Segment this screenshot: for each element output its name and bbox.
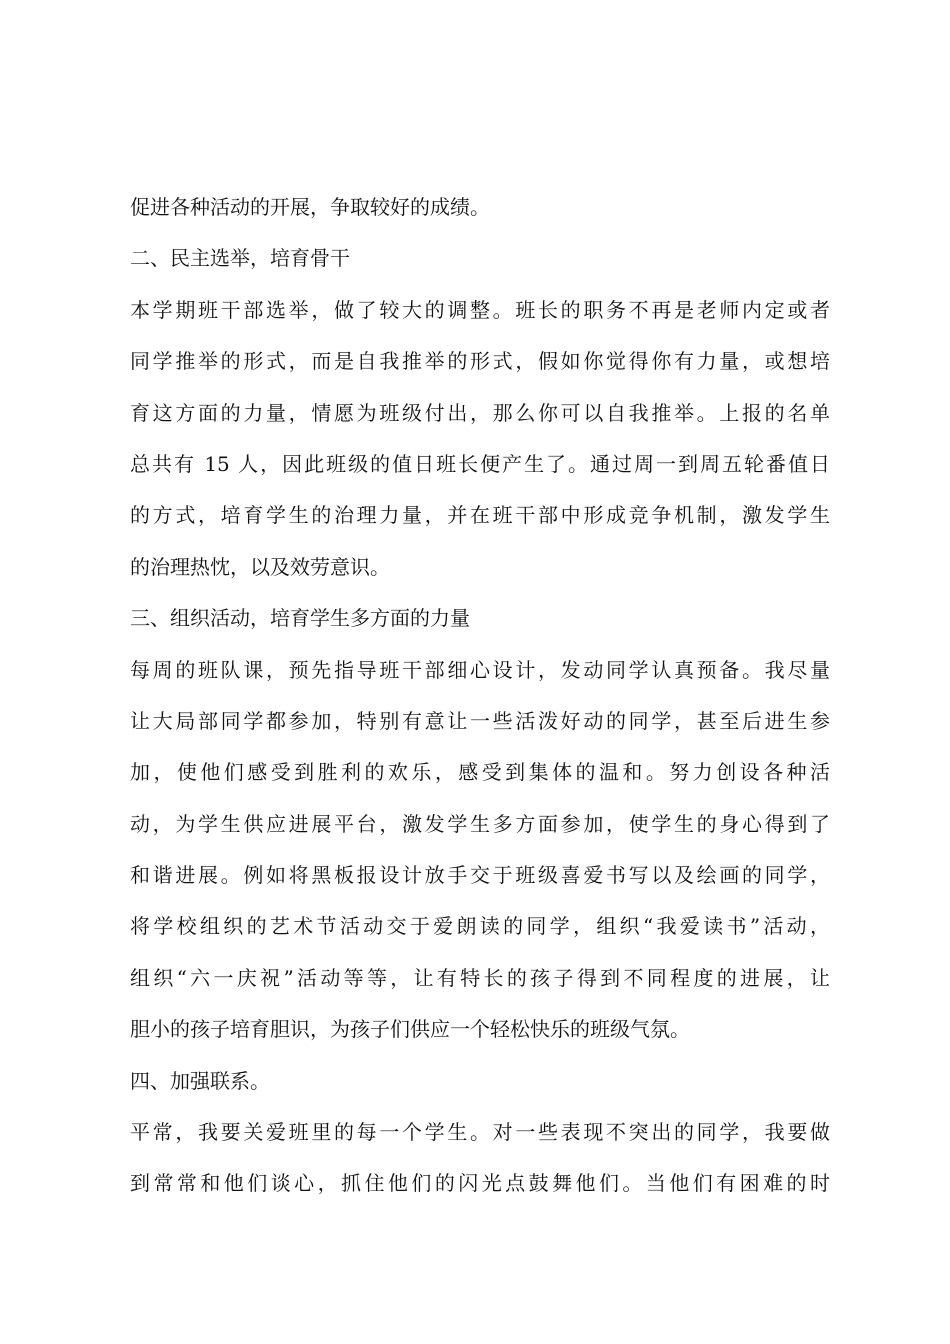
text-line-7: 的方式，培育学生的治理力量，并在班干部中形成竞争机制，激发学生: [130, 503, 830, 528]
text-line-3: 本学期班干部选举，做了较大的调整。班长的职务不再是老师内定或者: [130, 297, 830, 322]
section-heading-4: 四、加强联系。: [130, 1068, 270, 1093]
section-heading-3: 三、组织活动，培育学生多方面的力量: [130, 606, 470, 631]
text-line-12: 加，使他们感受到胜利的欢乐，感受到集体的温和。努力创设各种活: [130, 760, 830, 785]
text-line-1: 促进各种活动的开展，争取较好的成绩。: [130, 195, 490, 219]
text-line-6: 总共有 15 人，因此班级的值日班长便产生了。通过周一到周五轮番值日: [130, 451, 830, 476]
text-line-11: 让大局部同学都参加，特别有意让一些活泼好动的同学，甚至后进生参: [130, 708, 830, 733]
text-line-15: 将学校组织的艺术节活动交于爱朗读的同学，组织“我爱读书”活动，: [130, 914, 830, 939]
section-heading-2: 二、民主选举，培育骨干: [130, 246, 350, 271]
text-line-19: 平常，我要关爱班里的每一个学生。对一些表现不突出的同学，我要做: [130, 1120, 830, 1145]
text-line-10: 每周的班队课，预先指导班干部细心设计，发动同学认真预备。我尽量: [130, 657, 830, 682]
text-line-17: 胆小的孩子培育胆识，为孩子们供应一个轻松快乐的班级气氛。: [130, 1017, 690, 1042]
text-line-5: 育这方面的力量，情愿为班级付出，那么你可以自我推举。上报的名单: [130, 400, 830, 425]
text-line-16: 组织“六一庆祝”活动等等，让有特长的孩子得到不同程度的进展，让: [130, 965, 830, 990]
text-line-8: 的治理热忱，以及效劳意识。: [130, 554, 390, 579]
text-line-13: 动，为学生供应进展平台，激发学生多方面参加，使学生的身心得到了: [130, 811, 830, 836]
text-line-20: 到常常和他们谈心，抓住他们的闪光点鼓舞他们。当他们有困难的时: [130, 1171, 830, 1196]
document-body: [130, 182, 830, 1210]
text-line-14: 和谐进展。例如将黑板报设计放手交于班级喜爱书写以及绘画的同学，: [130, 863, 830, 888]
text-line-4: 同学推举的形式，而是自我推举的形式，假如你觉得你有力量，或想培: [130, 349, 830, 374]
